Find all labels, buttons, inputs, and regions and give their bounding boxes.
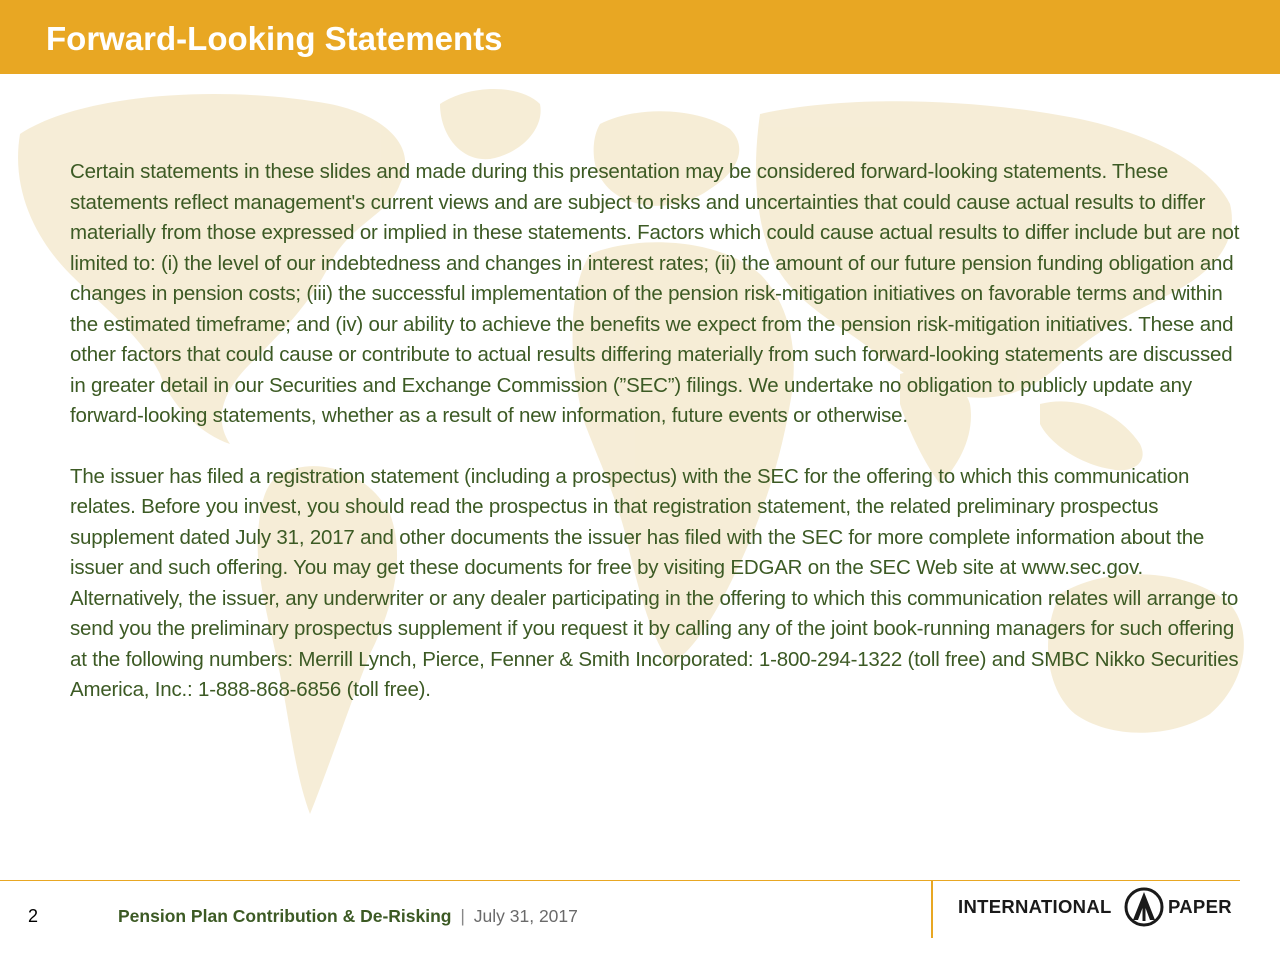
- footer-deck-title: Pension Plan Contribution & De-Risking: [118, 906, 452, 926]
- page-number: 2: [28, 906, 39, 926]
- international-paper-emblem-icon: [1124, 887, 1164, 927]
- page-title: Forward-Looking Statements: [46, 20, 503, 57]
- footer-divider: [0, 880, 1240, 881]
- forward-looking-paragraph: Certain statements in these slides and made during this presentation may be considered forward-looking statements. These statements reflect management's current views and are subject to risks and uncertainties that could cause actual results to differ materially from those expressed or implied in these statements. Factors which could cause actual results to differ include but are not limited to: (i) the level of our indebtedness and changes in interest rates; (ii) the amount of our future pension funding obligation and changes in pension costs; (iii) the successful implementation of the pension risk-mitigation initiatives on favorable terms and within the estimated timeframe; and (iv) our ability to achieve the benefits we expect from the pension risk-mitigation initiatives. These and other factors that could cause or contribute to actual results differing materially from such forward-looking statements are discussed in greater detail in our Securities and Exchange Commission (”SEC”) filings. We undertake no obligation to publicly update any forward-looking statements, whether as a result of new information, future events or otherwise.: [70, 160, 1240, 427]
- header-bar: [0, 0, 1280, 74]
- international-paper-logo: [958, 886, 1238, 930]
- footer-caption: [118, 906, 578, 927]
- body-content: [70, 157, 1240, 706]
- registration-paragraph: The issuer has filed a registration statement (including a prospectus) with the SEC for the offering to which this communication relates. Before you invest, you should read the prospectus in that registration statement, the related preliminary prospectus supplement dated July 31, 2017 and other documents the issuer has filed with the SEC for more complete information about the issuer and such offering. You may get these documents for free by visiting EDGAR on the SEC Web site at www.sec.gov. Alternatively, the issuer, any underwriter or any dealer participating in the offering to which this communication relates will arrange to send you the preliminary prospectus supplement if you request it by calling any of the joint book-running managers for such offering at the following numbers: Merrill Lynch, Pierce, Fenner & Smith Incorporated: 1-800-294-1322 (toll free) and SMBC Nikko Securities America, Inc.: 1-888-868-6856 (toll free).: [70, 464, 1239, 701]
- logo-word-international: INTERNATIONAL: [958, 896, 1112, 917]
- logo-word-paper: PAPER: [1168, 896, 1232, 917]
- footer-date: July 31, 2017: [473, 906, 578, 926]
- greenland-shape: [440, 89, 541, 159]
- footer-separator: |: [460, 906, 465, 926]
- footer-logo-divider: [931, 880, 933, 938]
